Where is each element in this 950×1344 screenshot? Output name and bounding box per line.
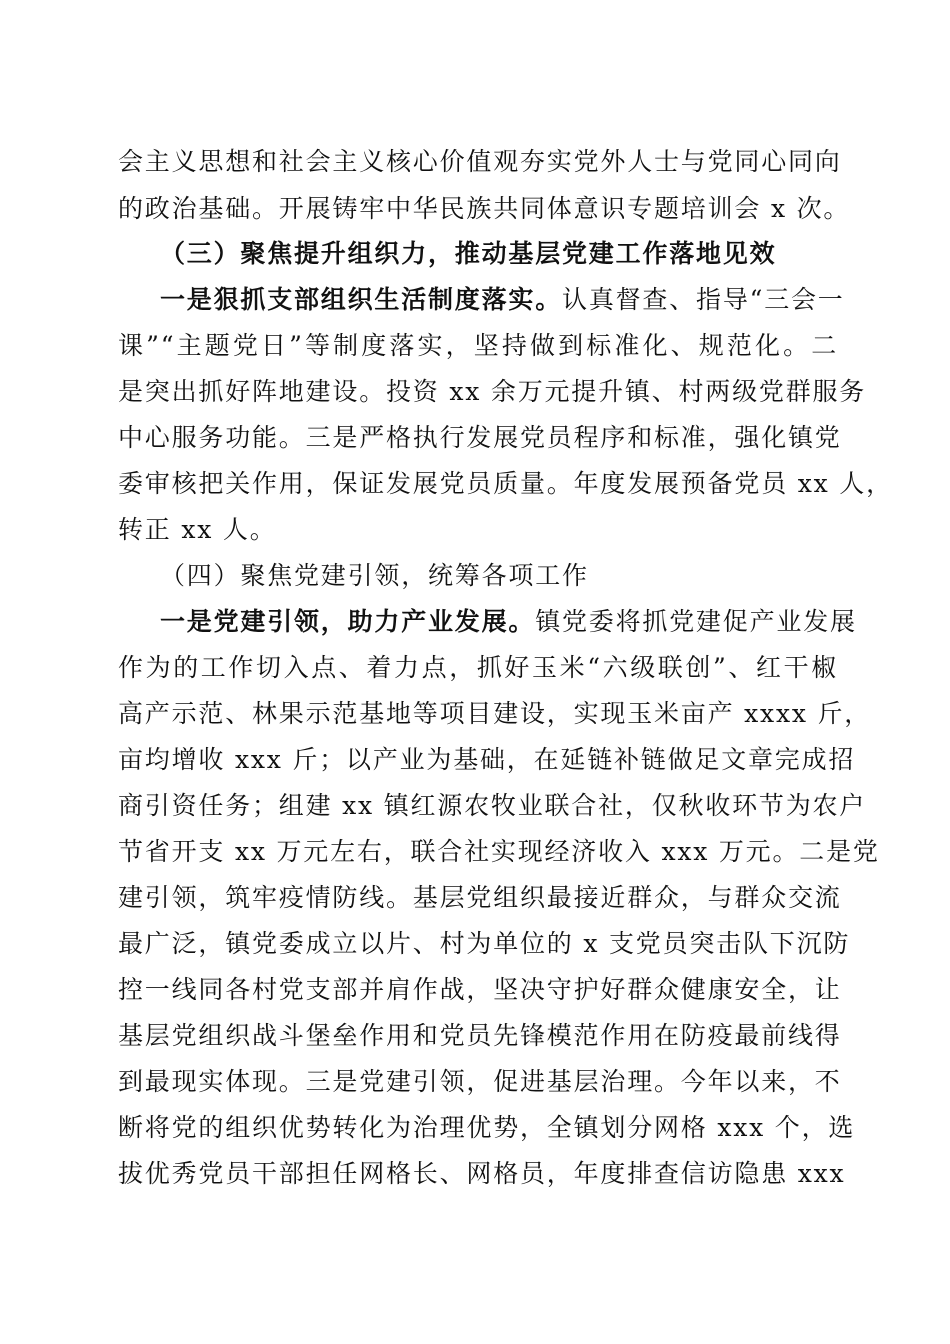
lead-sentence: 一是狠抓支部组织生活制度落实。 — [160, 285, 563, 314]
paragraph-line — [118, 139, 842, 185]
line-text: 委审核把关作用，保证发展党员质量。年度发展预备党员 xx 人， — [118, 469, 893, 498]
paragraph-line — [118, 875, 842, 921]
line-text: 中心服务功能。三是严格执行发展党员程序和标准，强化镇党 — [118, 423, 842, 452]
line-text: 最广泛，镇党委成立以片、村为单位的 x 支党员突击队下沉防 — [118, 929, 851, 958]
line-text: 转正 xx 人。 — [118, 515, 277, 544]
line-text: 认真督查、指导“三会一 — [562, 285, 845, 314]
lead-sentence: 一是党建引领，助力产业发展。 — [160, 607, 536, 636]
paragraph-line — [118, 921, 851, 967]
section-heading-3 — [160, 231, 838, 277]
paragraph-line — [118, 461, 893, 507]
line-text: 断将党的组织优势转化为治理优势，全镇划分网格 xxx 个，选 — [118, 1113, 856, 1142]
line-text: 建引领，筑牢疫情防线。基层党组织最接近群众，与群众交流 — [118, 883, 842, 912]
paragraph-line — [160, 599, 857, 645]
line-text: 镇党委将抓党建促产业发展 — [535, 607, 857, 636]
line-text: 控一线同各村党支部并肩作战，坚决守护好群众健康安全，让 — [118, 975, 842, 1004]
paragraph-line — [118, 645, 838, 691]
paragraph-line — [118, 369, 867, 415]
paragraph-line — [118, 415, 842, 461]
paragraph-line — [118, 829, 880, 875]
paragraph-line — [118, 323, 838, 369]
paragraph-line — [118, 967, 842, 1013]
line-text: 商引资任务；组建 xx 镇红源农牧业联合社，仅秋收环节为农户 — [118, 791, 867, 820]
line-text: 到最现实体现。三是党建引领，促进基层治理。今年以来，不 — [118, 1067, 842, 1096]
paragraph-line — [118, 1059, 842, 1105]
line-text: 节省开支 xx 万元左右，联合社实现经济收入 xxx 万元。二是党 — [118, 837, 880, 866]
line-text: 会主义思想和社会主义核心价值观夯实党外人士与党同心同向 — [118, 147, 842, 176]
paragraph-line — [118, 186, 851, 232]
line-text: 亩均增收 xxx 斤；以产业为基础，在延链补链做足文章完成招 — [118, 745, 856, 774]
paragraph-line — [118, 507, 838, 553]
line-text: 作为的工作切入点、着力点，抓好玉米“六级联创”、红干椒 — [118, 653, 838, 682]
line-text: 是突出抓好阵地建设。投资 xx 余万元提升镇、村两级党群服务 — [118, 377, 867, 406]
line-text: 的政治基础。开展铸牢中华民族共同体意识专题培训会 x 次。 — [118, 194, 851, 223]
line-text: 拔优秀党员干部担任网格长、网格员，年度排查信访隐患 xxx — [118, 1159, 846, 1188]
paragraph-line — [118, 783, 867, 829]
line-text: 基层党组织战斗堡垒作用和党员先锋模范作用在防疫最前线得 — [118, 1021, 842, 1050]
section-heading-4 — [160, 553, 838, 599]
line-text: 课”“主题党日”等制度落实，坚持做到标准化、规范化。二 — [118, 331, 838, 360]
heading-text: （四）聚焦党建引领，统筹各项工作 — [160, 561, 589, 590]
paragraph-line — [160, 277, 845, 323]
heading-text: （三）聚焦提升组织力，推动基层党建工作落地见效 — [160, 239, 777, 268]
paragraph-line — [118, 1151, 846, 1197]
paragraph-line — [118, 1013, 842, 1059]
paragraph-line — [118, 737, 856, 783]
paragraph-line — [118, 1105, 856, 1151]
paragraph-line — [118, 691, 872, 737]
line-text: 高产示范、林果示范基地等项目建设，实现玉米亩产 xxxx 斤， — [118, 699, 872, 728]
